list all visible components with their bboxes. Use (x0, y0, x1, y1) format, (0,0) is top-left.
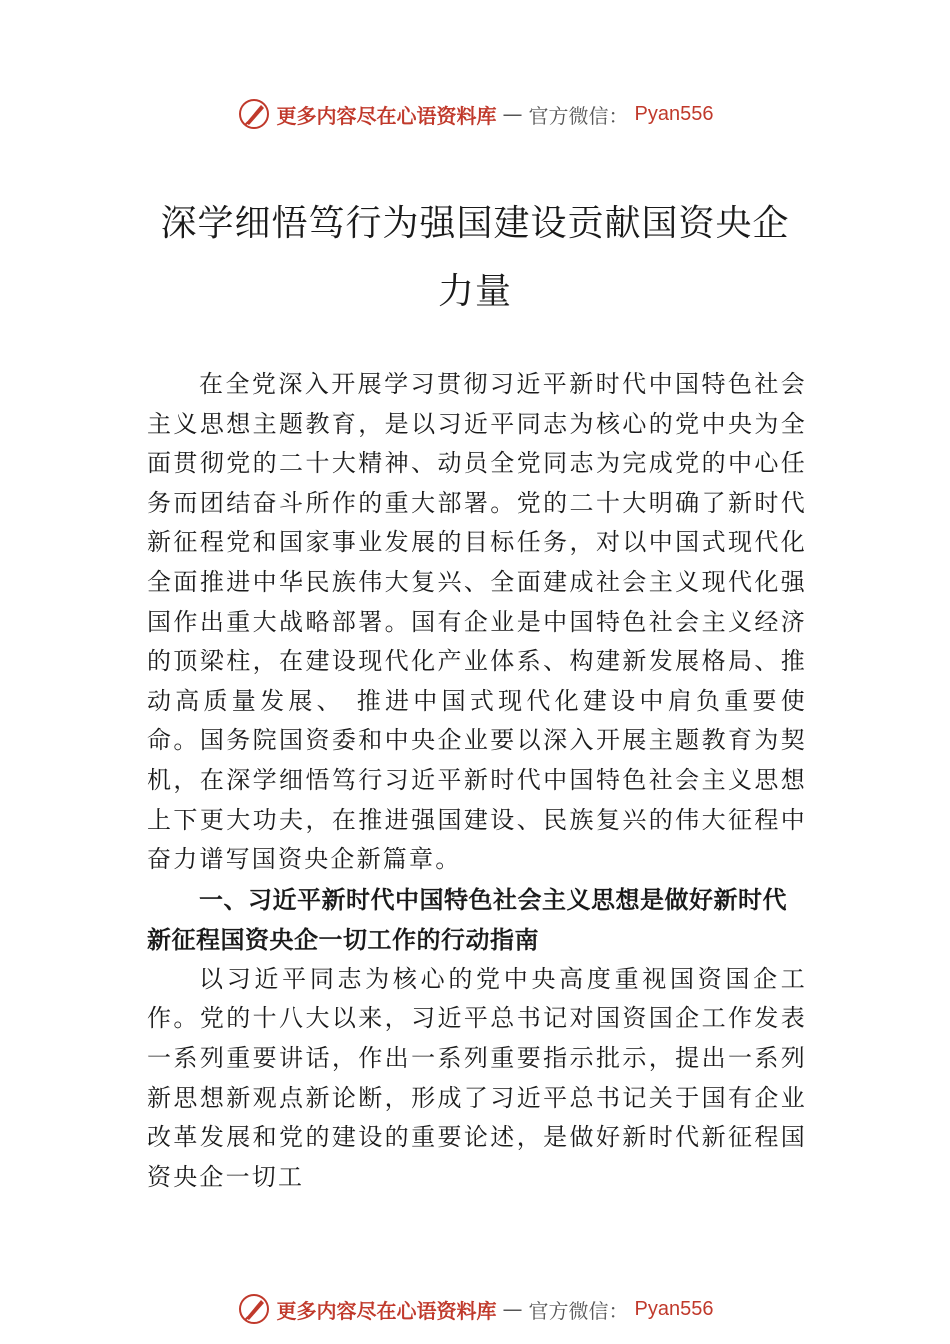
banner-wechat-label: 官方微信： (528, 103, 629, 128)
banner-wechat-id: Pyan556 (634, 102, 714, 125)
banner-separator: — (502, 102, 523, 126)
banner-separator: — (502, 1297, 523, 1321)
section-paragraph: 以习近平同志为核心的党中央高度重视国资国企工作。党的十八大以来，习近平总书记对国资国企工作发表一系列重要讲话，作出一系列重要指示批示，提出一系列新思想新观点新论断，形成了习近平总书记关于国有企业改革发展和党的建设的重要论述，是做好新时代新征程国资央企一切工 (147, 964, 807, 1191)
banner-wechat-label: 官方微信： (528, 1298, 629, 1323)
document-body (147, 365, 807, 1197)
intro-paragraph: 在全党深入开展学习贯彻习近平新时代中国特色社会主义思想主题教育，是以习近平同志为核心的党中央为全面贯彻党的二十大精神、动员全党同志为完成党的中心任务而团结奋斗所作的重大部署。党的二十大明确了新时代新征程党和国家事业发展的目标任务，对以中国式现代化全面推进中华民族伟大复兴、全面建成社会主义现代化强国作出重大战略部署。国有企业是中国特色社会主义经济的顶梁柱，在建设现代化产业体系、构建新发展格局、推动高质量发展、 推进中国式现代化建设中肩负重要使命。国务院国资委和中央企业要以深入开展主题教育为契机，在深学细悟笃行习近平新时代中国特色社会主义思想上下更大功夫，在推进强国建设、民族复兴的伟大征程中奋力谱写国资央企新篇章。 (147, 370, 807, 874)
header-banner (0, 94, 950, 134)
document-title: 深学细悟笃行为强国建设贡献国资央企力量 (160, 203, 790, 312)
banner-slogan: 更多内容尽在心语资料库 (276, 103, 497, 128)
banner-wechat-id: Pyan556 (634, 1297, 714, 1320)
banner-slogan: 更多内容尽在心语资料库 (276, 1298, 497, 1323)
quill-pen-icon (237, 1292, 271, 1326)
footer-banner (0, 1289, 950, 1329)
quill-pen-icon (237, 97, 271, 131)
section-heading: 一、习近平新时代中国特色社会主义思想是做好新时代新征程国资央企一切工作的行动指南 (147, 885, 787, 954)
